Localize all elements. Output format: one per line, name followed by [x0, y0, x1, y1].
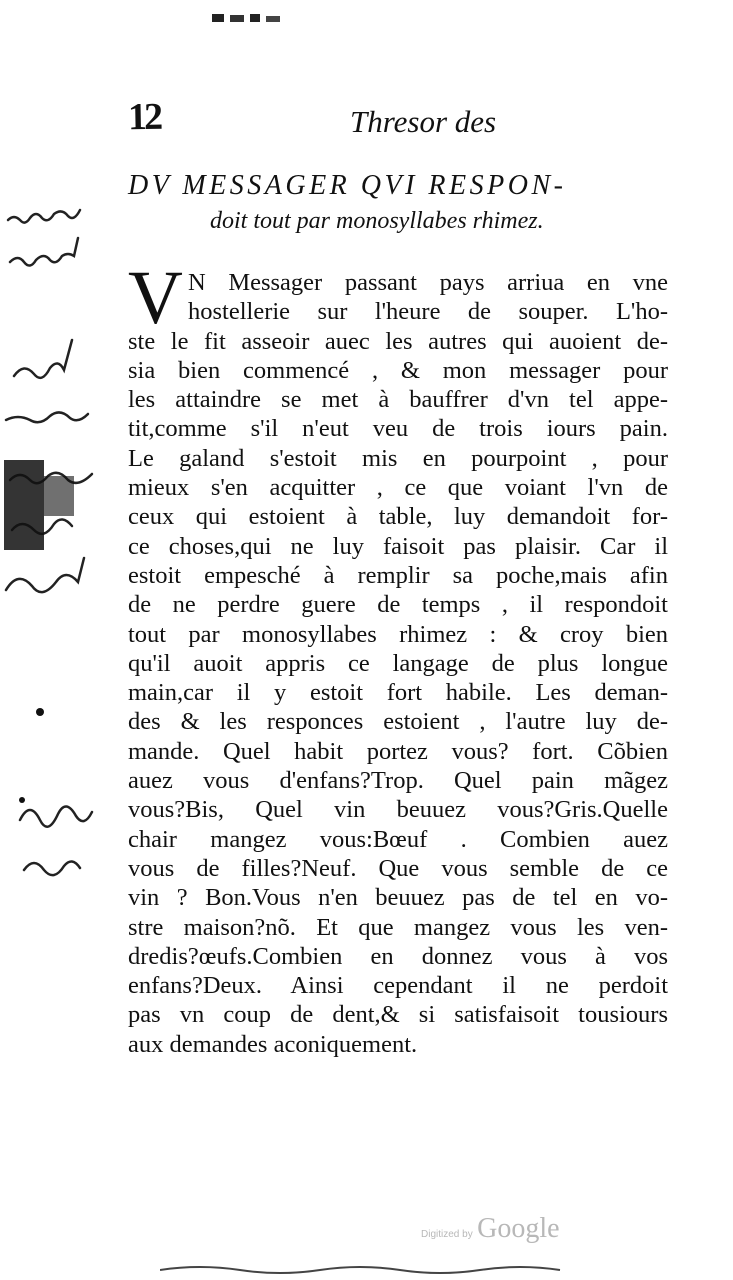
text-line: dredis?œufs.Combien en donnez vous à vos — [128, 942, 668, 970]
running-head: Thresor des — [350, 104, 497, 139]
drop-cap: V — [128, 256, 183, 340]
text-line: mieux s'en acquitter , ce que voiant l'vn de — [128, 474, 668, 502]
text-line: de ne perdre guere de temps , il respondoit — [128, 591, 668, 619]
chapter-title-line2: doit tout par monosyllabes rhimez. — [210, 208, 544, 234]
handwritten-marginalia — [0, 180, 125, 900]
text-line: aux demandes aconiquement. — [128, 1030, 418, 1058]
text-line: auez vous d'enfans?Trop. Quel pain mãgez — [128, 767, 668, 795]
bottom-edge-mark — [160, 1262, 600, 1276]
text-line: estoit empesché à remplir sa poche,mais afin — [128, 561, 668, 589]
chapter-title-line1: DV MESSAGER QVI RESPON- — [128, 170, 567, 201]
text-line: ste le fit asseoir auec les autres qui auoient de- — [128, 327, 668, 355]
text-line: pas vn coup de dent,& si satisfaisoit tousiours — [128, 1001, 668, 1029]
text-line: ce choses,qui ne luy faisoit pas plaisir. Car il — [128, 532, 668, 560]
text-line: tout par monosyllabes rhimez : & croy bien — [128, 620, 668, 648]
text-line: qu'il auoit appris ce langage de plus longue — [128, 649, 668, 677]
text-line: enfans?Deux. Ainsi cependant il ne perdoit — [128, 972, 668, 1000]
text-line: hostellerie sur l'heure de souper. L'ho- — [188, 298, 668, 326]
text-line: vin ? Bon.Vous n'en beuuez pas de tel en vo- — [128, 884, 668, 912]
text-line: main,car il y estoit fort habile. Les deman- — [128, 679, 668, 707]
google-logo: Google — [477, 1213, 560, 1244]
text-line: vous de filles?Neuf. Que vous semble de ce — [128, 854, 668, 882]
text-line: sia bien commencé , & mon messager pour — [128, 356, 668, 384]
text-line: des & les responces estoient , l'autre luy de- — [128, 708, 668, 736]
digitized-by-label: Digitized by — [421, 1229, 473, 1240]
text-line: Le galand s'estoit mis en pourpoint , pour — [128, 444, 668, 472]
text-line: stre maison?nõ. Et que mangez vous les ven- — [128, 913, 668, 941]
text-line: les attaindre se met à bauffrer d'vn tel appe- — [128, 386, 668, 414]
page-number: 12 — [127, 95, 161, 139]
body-text — [128, 256, 668, 1059]
text-line: mande. Quel habit portez vous? fort. Cõbien — [128, 737, 668, 765]
marginalia-scribbles — [0, 180, 125, 900]
text-line: vous?Bis, Quel vin beuuez vous?Gris.Quelle — [128, 796, 668, 824]
text-line: N Messager passant pays arriua en vne — [188, 269, 668, 296]
top-edge-mark — [212, 12, 282, 24]
text-line: ceux qui estoient à table, luy demandoit for- — [128, 503, 668, 531]
digitized-by-watermark — [421, 1213, 560, 1245]
text-line: tit,comme s'il n'eut veu de trois iours pain. — [128, 415, 668, 443]
text-line: chair mangez vous:Bœuf . Combien auez — [128, 825, 668, 853]
